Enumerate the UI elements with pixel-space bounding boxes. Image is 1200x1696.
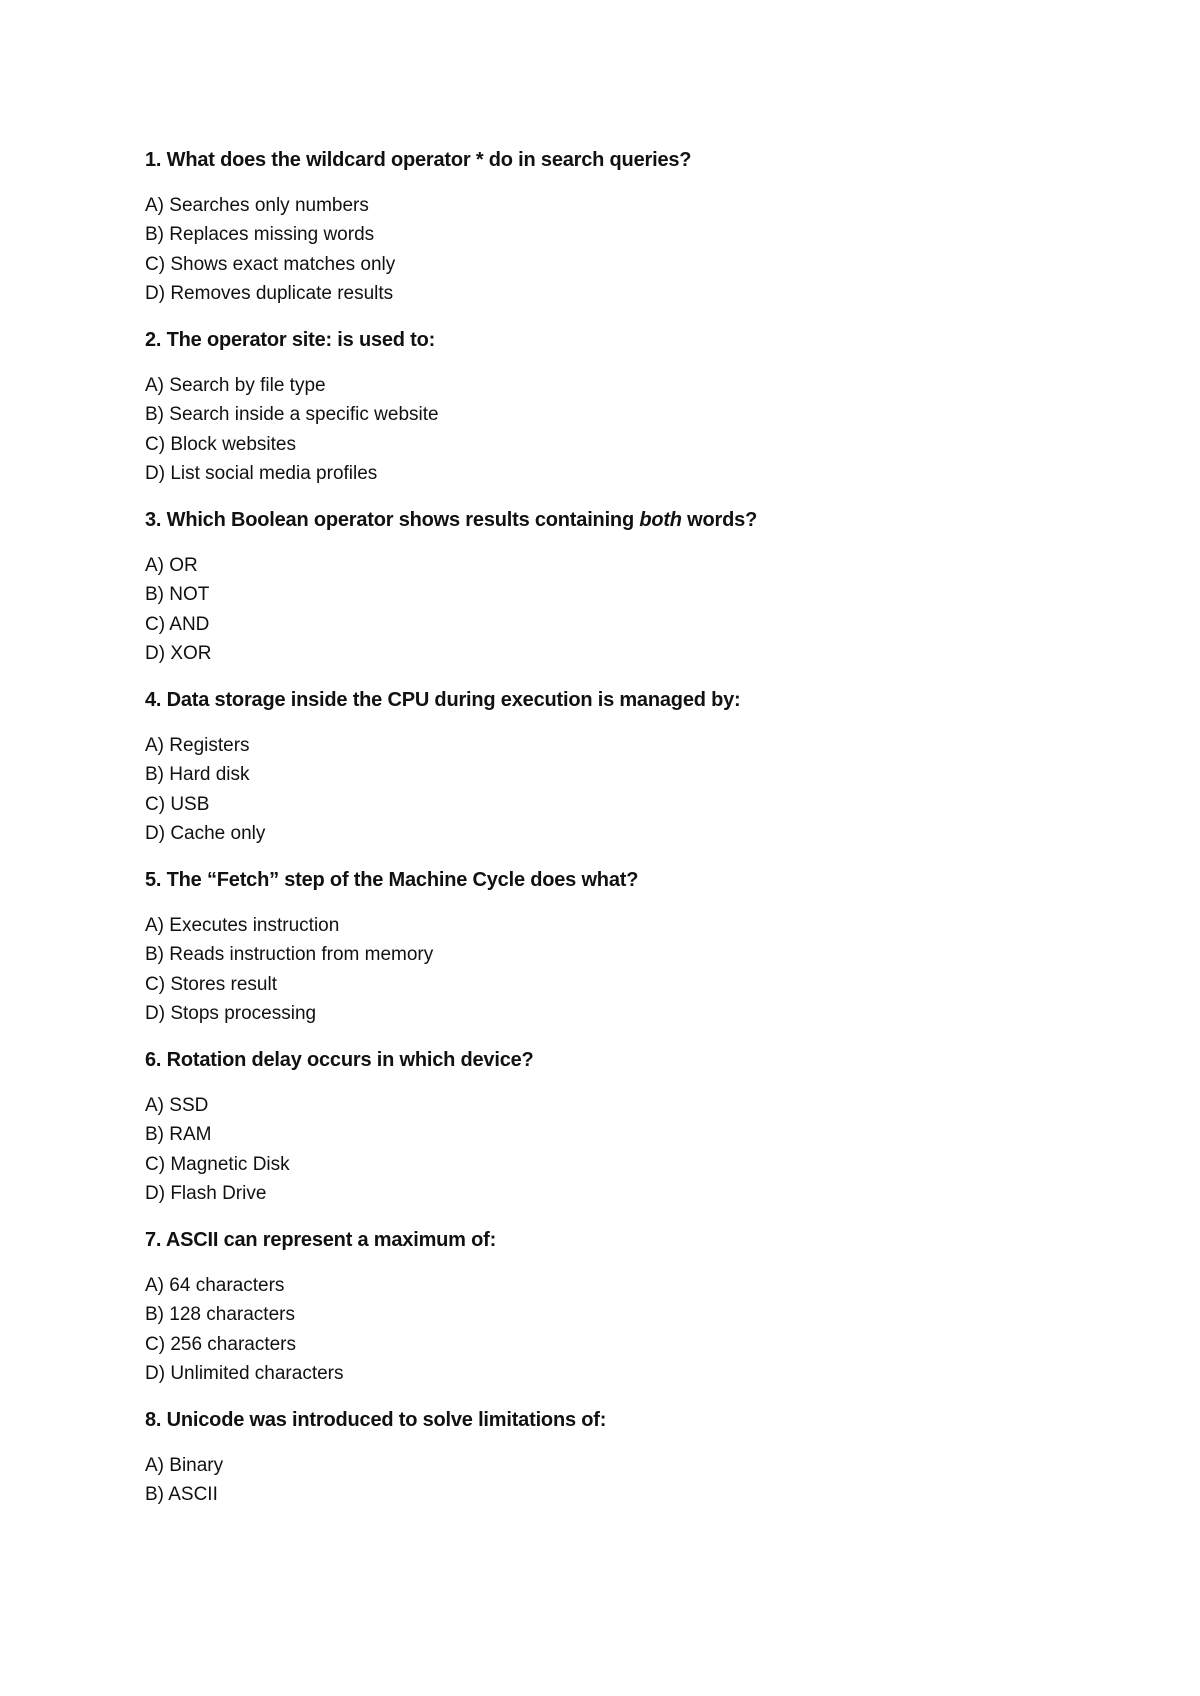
question-title-emphasis: both xyxy=(639,509,682,531)
answer-options xyxy=(145,911,1105,1028)
answer-option: B) 128 characters xyxy=(145,1304,295,1326)
quiz-list xyxy=(145,146,1105,1586)
answer-option: A) Searches only numbers xyxy=(145,195,369,216)
question-title: 5. The “Fetch” step of the Machine Cycle does what? xyxy=(145,869,639,891)
answer-option: A) Binary xyxy=(145,1455,224,1476)
answer-options xyxy=(145,551,1105,668)
answer-option: D) Stops processing xyxy=(145,1002,317,1024)
answer-option: A) 64 characters xyxy=(145,1275,285,1296)
question-title: 6. Rotation delay occurs in which device? xyxy=(145,1049,534,1071)
question-title-start: 3. Which Boolean operator shows results containing xyxy=(145,509,640,531)
answer-option: A) Registers xyxy=(145,735,250,756)
answer-option: B) NOT xyxy=(145,584,210,606)
question-title: 1. What does the wildcard operator * do in search queries? xyxy=(145,149,692,171)
answer-option: B) RAM xyxy=(145,1124,212,1146)
answer-option: A) Search by file type xyxy=(145,375,326,396)
answer-options xyxy=(145,731,1105,848)
answer-option: C) 256 characters xyxy=(145,1333,297,1355)
answer-option: D) Flash Drive xyxy=(145,1182,267,1204)
answer-options xyxy=(145,1271,1105,1388)
question-2 xyxy=(145,326,1105,506)
answer-option: A) SSD xyxy=(145,1095,209,1116)
answer-option: C) Block websites xyxy=(145,433,296,455)
answer-option: C) Shows exact matches only xyxy=(145,253,396,275)
answer-option: A) OR xyxy=(145,555,198,576)
answer-option: D) Removes duplicate results xyxy=(145,282,394,304)
answer-option: B) ASCII xyxy=(145,1484,218,1506)
question-title: 8. Unicode was introduced to solve limitations of: xyxy=(145,1409,607,1431)
question-title: 7. ASCII can represent a maximum of: xyxy=(145,1229,497,1251)
answer-option: A) Executes instruction xyxy=(145,915,340,936)
question-4 xyxy=(145,686,1105,866)
question-title xyxy=(145,506,1105,534)
question-3 xyxy=(145,506,1105,686)
answer-option: D) XOR xyxy=(145,642,212,664)
question-6 xyxy=(145,1046,1105,1226)
question-title: 2. The operator site: is used to: xyxy=(145,329,436,351)
answer-option: D) List social media profiles xyxy=(145,462,378,484)
question-5 xyxy=(145,866,1105,1046)
question-title: 4. Data storage inside the CPU during execution is managed by: xyxy=(145,689,741,711)
answer-options xyxy=(145,1091,1105,1208)
answer-option: C) AND xyxy=(145,613,210,635)
answer-option: C) USB xyxy=(145,793,210,815)
answer-option: C) Magnetic Disk xyxy=(145,1153,290,1175)
answer-options xyxy=(145,371,1105,488)
answer-option: B) Search inside a specific website xyxy=(145,404,439,426)
question-8 xyxy=(145,1406,1105,1586)
question-title-end: words? xyxy=(681,509,758,531)
answer-options xyxy=(145,1451,1105,1510)
answer-option: C) Stores result xyxy=(145,973,277,995)
answer-option: B) Reads instruction from memory xyxy=(145,944,434,966)
question-1 xyxy=(145,146,1105,326)
question-7 xyxy=(145,1226,1105,1406)
answer-option: D) Unlimited characters xyxy=(145,1362,344,1384)
answer-options xyxy=(145,191,1105,308)
answer-option: B) Replaces missing words xyxy=(145,224,375,246)
answer-option: B) Hard disk xyxy=(145,764,250,786)
answer-option: D) Cache only xyxy=(145,822,266,844)
